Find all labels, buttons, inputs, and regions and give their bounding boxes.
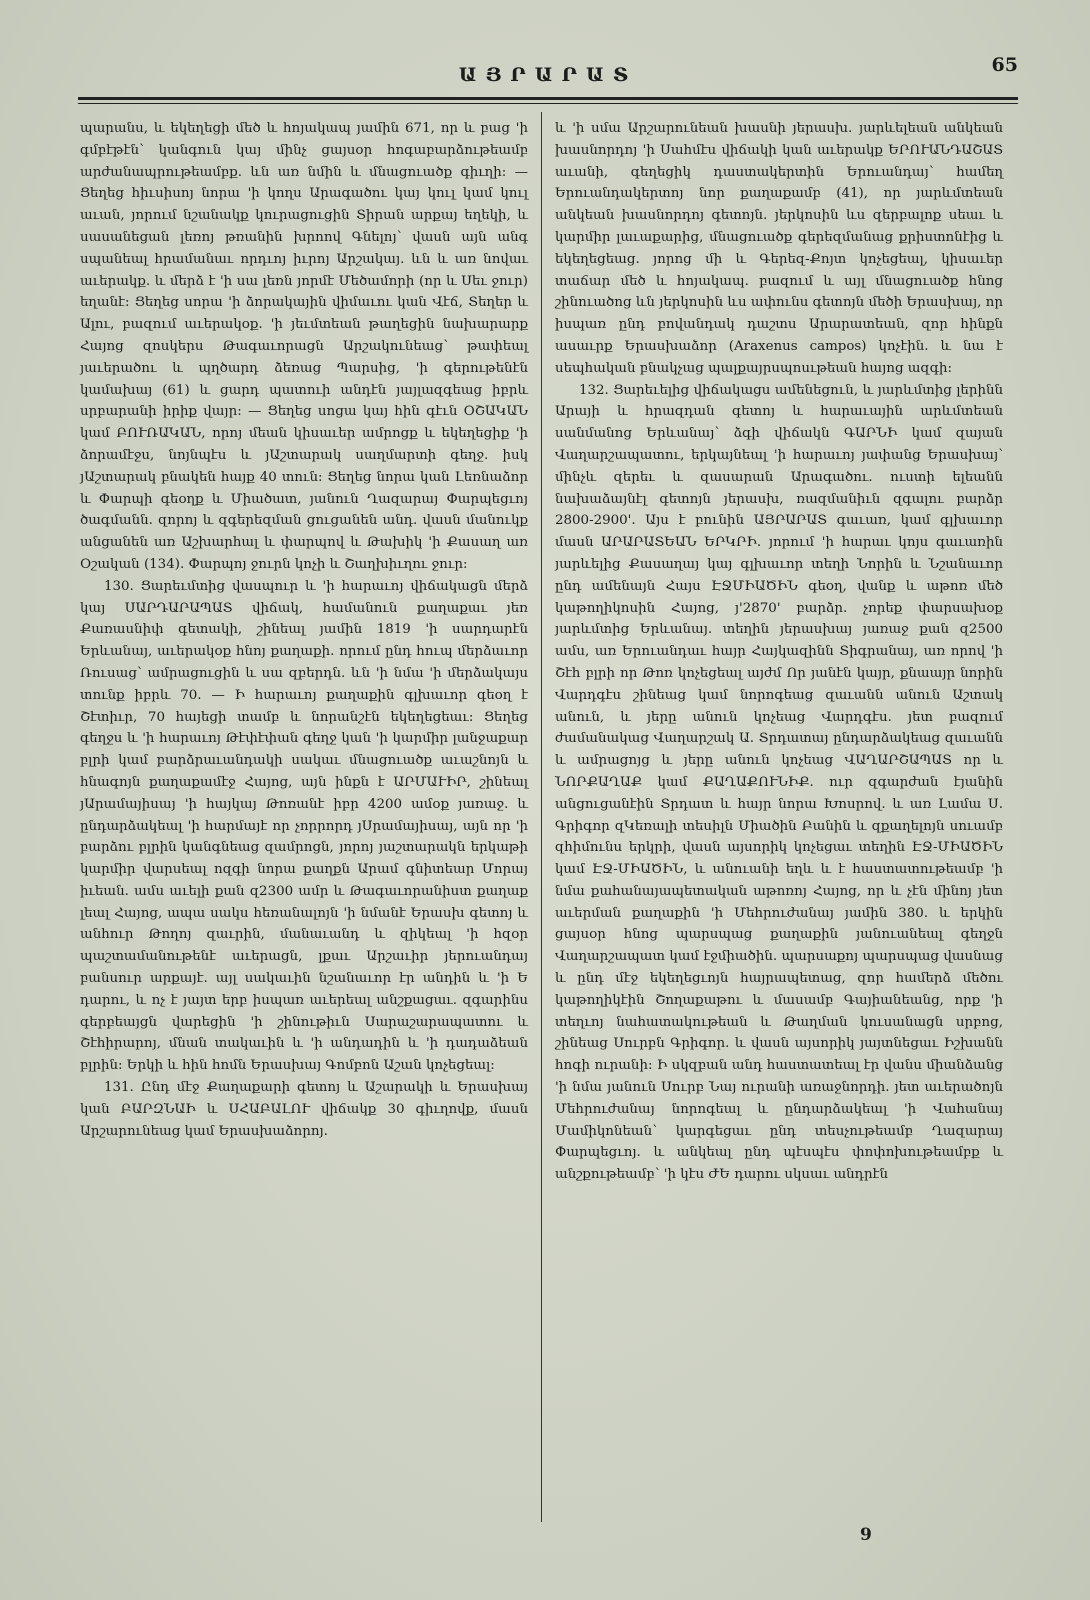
- right-column: [555, 118, 1003, 1186]
- paragraph-132: 132. Ցարեւելից վիճակացս ամենեցուն, և յարևմտից լերինն Արայի և հրազդան գետոյ և հարաւային արևմտեան սանմանոց Երևանայ՝ ձգի վիճակն ԳԱՐՆԻ կամ զայան Վաղարշապատու, երկայնեալ 'ի հարաւոյ յափանց Երասխայ՝ մինչև զերեւ և զասարան Արագածու. ուստի ելեանն նախաձայնէլ գետոյն յերասխ, ռազմանիւն զգալու բարձր 2800-2900'. Այս է բունին ԱՅՐԱՐԱՏ գաւառ, կամ գլխաւոր մասն ԱՐԱՐԱՏԵԱՆ ԵՐԿՐԻ. յորում 'ի հարաւ կոյս գաւառին յարևելից Քասաղայ կայ գլխաւոր տեղի Նորին և Նշանաւոր ընդ ամենայն Հայս ԷՋՄԻԱԾԻՆ գեօղ, վանք և աթոռ մեծ կաթողիկոսին Հայոց, յ'2870' բարձր. չորեք փարսախօք յարևմտից Երևանայ. տեղին յերասխայ յառաջ քան զ2500 ամս, առ Երուանդաւ հայր Հայկազինն Տիգրանայ, առ որով 'ի Շէհ բլրի որ Թոռ կոչեցեալ այժմ Որ յանէն կայր, քնաայր նորին Վարդգէս շինեաց կամ նորոգեաց զաւանն անուն Աշտակ անուն, և յերը անուն կոչեաց Վարդգէս. յետ բազում ժամանակաց Վաղարշակ Ա. Տրդատայ ընդարձակեաց զաւանն և ամրացոյց և յերը անուն կոչեաց ՎԱՂԱՐՇԱՊԱՏ որ և ՆՈՐՔԱՂԱՔ կամ ՔԱՂԱՔՈՒՆԻՔ. ուր զգարժան էյանին անցուցանէին Տրդատ և հայր նորա Խոսրով. և առ Լամա Ս. Գրիգոր զԿեռալի տեսիլն Միածին Բանին և զքաղելոյն սուամբ զհիմունս երկրի, վասն այսորիկ կոչեցաւ տեղին ԷՋ-ՄԻԱԾԻՆ կամ ԷՋ-ՄԻԱԾԻՆ, և անուանի եղև և է հաստատութեամբ 'ի նմա քահանայապետական աթոռոյ Հայոց, որ և չէն մինոյ յետ աւերման քաղաքին 'ի Մեհրուժանայ յամին 380. և երկին ցայսօր հնոց պարսպաց քաղաքին յանուանեալ գեղջն Վաղարշապատ կամ էջմիածին. պարսաքոյ պարսպաց վասնաց և ընդ մէջ եկեղեցւոյն հայրապետաց, զոր համերձ մեծու կաթողիկէին Շողաքաթու և մասամբ Գայիանեանց, որք 'ի տեղւոյ նահատակութեան և Թաղման կուսանացն սրբոց, շինեաց Սուրբն Գրիգոր. և վասն այսորիկ յայտնեցաւ Իշխանն հոգի ուրանի: Ի սկզբան անդ հաստատեալ էր վանս միանձանց 'ի նմա յանուն Սուրբ Նայ ուրանի առաջնորդի. յետ աւերածոյն Մեհրուժանայ նորոգեալ և ընդարձակեալ 'ի Վահանայ Մամիկոնեան՝ կարգեցաւ ընդ տեսչութեամբ Ղազարայ Փարպեցւոյ. և անկեալ ընդ պէսպէս փոփոխութեամբք և անշքութեամբ՝ 'ի կէս ԺԵ դարու սկսաւ անդրէն: [555, 382, 1003, 1183]
- paragraph-130: 130. Ցարեւմտից վասպուր և 'ի հարաւոյ վիճակացն մերձ կայ ՍԱՐԴԱՐԱՊԱՏ վիճակ, համանուն քաղաքաւ յեռ Քառասնիփ գետակի, շինեալ յամին 1819 'ի սարդարէն Երևանայ, աւերակօք հնոյ քաղաքի. որում ընդ հուպ մերձաւոր Ռուսաց՝ ամրացուցին և սա զբերդն. ևն 'ի նմա 'ի մերձակայս տունք իբրև 70. — Ի հարաւոյ քաղաքին գլխաւոր գեօղ է Շէտիւր, 70 հայեցի տամբ և նորանշէն եկեղեցեաւ: Ցեղեց գեղջս և 'ի հարաւոյ Թէփէփան գեղջ կան 'ի կարմիր լանջաքար բլրի կամ բարձրաւանդակի սակաւ մնացուածք աւաշնոյն և հնագոյն քաղաքամէջ Հայոց, այն ինքն է ԱՐՄԱՒԻՐ, շինեալ յԱրամայիսայ 'ի հայկայ Թոռանէ իբր 4200 ամօք յառաջ. և ընդարձակեալ 'ի հարմայէ որ չորրորդ յՍրամայիսայ, այն որ 'ի բարձու բլրին կանգնեաց զամրոցն, յորոյ յաշտարակն երկաթի կարմիր վարսեալ ոզգի նորա քաղքն Արամ գնիտեար Մորայ իւեան. ամս աւելի քան զ2300 ամր և Թագաւորանիստ քաղաք լեալ Հայոց, ապա սակս հեռանալոյն 'ի նմանէ Երասխ գետոյ և անհուր Թողոյ զաւրին, մանաւանդ և զիկեալ 'ի հզօր պաշտամանութենէ աւերացն, լքաւ Արշաւիր յերուանդայ բանսուր արքայէ. այլ սակաւին նշանաւոր էր անդին և 'ի Ե դարու, և ոչ է յայտ երբ իսպառ աւերեալ անշքացաւ. զգարինս գերբեայցն վարեցին 'ի շինութիւն Սարաշարապատու և Շէհիրարոյ, մնան տակաւին և 'ի անդադին և 'ի դադաձեան բլրին: Երկի և հին հոմն Երասխայ Գոմբոն Աշան կոչեցեալ:: [80, 578, 528, 1074]
- header-rule-thin: [78, 103, 1018, 104]
- paragraph-131: 131. Ընդ մէջ Քաղաքարի գետոյ և Աշարակի և Երասխայ կան ԲԱՐԶՆԱԻ և ՍՀԱԲԱԼՈՒ վիճակք 30 գիւղովք, մասն Արշարունեաց կամ Երասխաձորոյ.: [80, 1080, 528, 1139]
- running-title: ԱՅՐԱՐԱՏ: [458, 64, 638, 86]
- page-number: 65: [991, 54, 1018, 76]
- column-divider: [541, 112, 542, 1522]
- left-column: [80, 118, 528, 1142]
- paragraph-131-continued: և 'ի սմա Արշարունեան խասնի յերասխ. յարևելեան անկեան խասնորդոյ 'ի Սահմէս վիճակի կան աւերակք ԵՐՈՒԱՆԴԱՇԱՏ աւանի, գեղեցիկ դաստակերտին Երուանդայ՝ համեղ Երուանդակերտոյ նոր քաղաքամբ (41), որ յարևմտեան անկեան խասնորդոյ գետոյն. յերկոսին ևս զերբալոք սեաւ և կարմիր լաւաքարից, մնացուածք գերեզմանաց քրիստոնէից և եկեղեցեաց. յորոց մի և Գերեզ-Քոյտ կոչեցեալ, կիսաւեր տաճար մեծ և հոյակապ. բազում և այլ մնացուածք հնոց շինուածոց ևն յերկոսին ևս ափունս գետոյն մեծի Երասխայ, որ իսպառ ընդ բովանդակ դաշտս Արարատեան, զոր հինքն ասաւրք Երասխաձոր (Araxenus campos) կոչէին. և նա է սեպհական բնակչաց պալքայրսպոսւթեան հայոց ազգի:: [555, 121, 1003, 376]
- page-header: [78, 50, 1018, 94]
- header-rule-thick: [78, 97, 1018, 100]
- paragraph-continued: պարանս, և եկեղեցի մեծ և հոյակապ յամին 671, որ և բաց 'ի գմբէթէն՝ կանգուն կայ մինչ ցայսօր հոգաբարձութեամբ արժանապրութեամբք. ևն առ նմին և մնացուածք գիւղի: — Ցեղեց հիւսիսոյ նորա 'ի կողս Արագածու կայ կուլ կամ կուլ աւան, յորում նշանակք կուրացուցին Տիրան արքայ եղեկի, և սասանեցան լեռոյ թռանին խրոով Գնելոյ՝ վասն այն անգ սպանեալ հրամանաւ որդւոյ իւրոյ Արշակայ. ևն և առ նովաւ աւերակք. և մերձ է 'ի սա լեռն յորմէ Մեծամորի (որ և Սեւ ջուր) եղանէ: Ցեղեց սորա 'ի ձորակային վիմաւու կան Վէճ, Տեղեր և Ալու, բազում աւերակօք. 'ի յեւմտեան թաղեցին նախարարք Հայոց զոսկերս Թագաւորացն Արշակունեաց՝ թափեալ յաւերածու և պղծարդ ձեռաց Պարսից, 'ի գերութենէն կամախայ (61) և ցարդ պատուի անդէն յայլազգեաց իբրև սրբարանի իրիք վայր: — Ցեղեց սոցա կայ հին գէւն ՕՇԱԿԱՆ կամ ԲՈՒՌԱԿԱՆ, որոյ մեան կիսաւեր ամրոցք և եկեղեցիք 'ի ձորամէջս, նոյնպէս և յԱշտարակ սաղմարտի գեղջ. իսկ յԱշտարակ բնակեն հայք 40 տուն: Ցեղեց նորա կան Լեռնաձոր և Փարպի գեօղք և Միածատ, յանուն Ղազարայ Փարպեցւոյ ծագմանն. զորոյ և զգերեզման ցուցանեն անդ. վասն մանուկք անցանեն առ Աշխարհալ և փարպով և Թախիկ 'ի Քասաղ առ Օշական (134). Փարպոյ ջուրն կոչի և Շաղխիւղու ջուր:: [80, 121, 528, 572]
- signature-mark: 9: [860, 1525, 872, 1545]
